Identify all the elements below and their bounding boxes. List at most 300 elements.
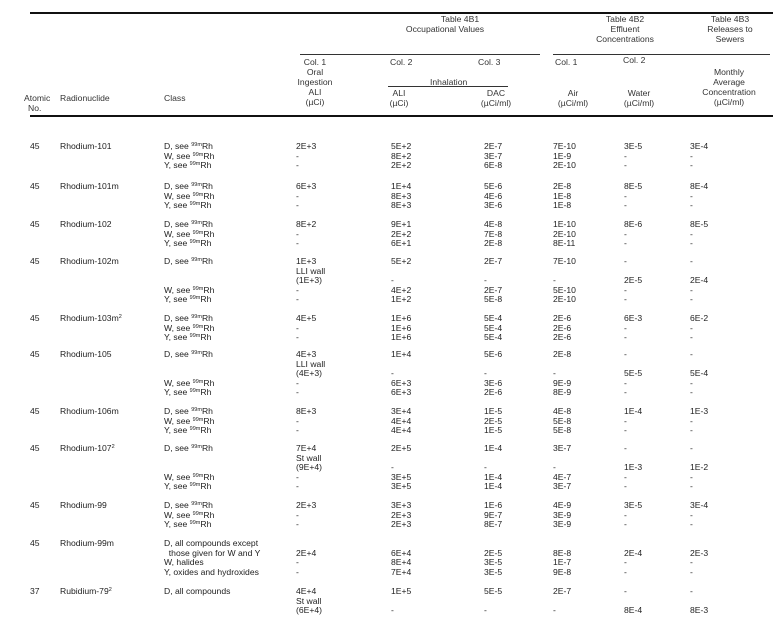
element-symbol: Rh <box>200 160 212 171</box>
isotope-mass-superscript: 99m <box>189 201 201 208</box>
header-table-4b1-subtitle: Occupational Values <box>405 24 485 34</box>
header-atomic-no <box>24 93 50 113</box>
table-4b3-rule <box>688 54 770 55</box>
class-line <box>164 191 214 201</box>
sewer-value: - <box>690 566 693 577</box>
isotope-mass-superscript: 99m <box>191 314 202 320</box>
oral-value: - <box>296 377 299 388</box>
dac-value: 9E-7 <box>484 509 503 520</box>
sewer-value: - <box>690 256 693 266</box>
isotope-mass-superscript: 99m <box>192 151 204 158</box>
class-text: W, see <box>164 415 193 426</box>
class-line <box>164 349 213 359</box>
inh-ali-value: 6E+3 <box>391 387 412 398</box>
dac-value: 3E-7 <box>484 150 503 161</box>
inh-ali-value: 7E+4 <box>391 566 412 577</box>
radionuclide-label: Rhodium-103m <box>60 313 119 323</box>
dac-value: 2E-5 <box>484 547 503 558</box>
header-atomic-no-line2: No. <box>28 103 42 113</box>
radionuclide-name <box>60 256 119 266</box>
oral-value: 4E+4 <box>296 586 317 596</box>
dac-value: 5E-4 <box>484 332 503 343</box>
oral-value: LLI wall <box>296 265 326 276</box>
dac-value: - <box>484 275 487 286</box>
class-text: D, see <box>164 219 192 229</box>
isotope-mass-superscript: 99m <box>191 350 202 356</box>
class-text: W, see <box>164 150 193 161</box>
class-text: D, see <box>164 349 192 359</box>
air-value: 4E-7 <box>553 471 572 482</box>
class-text: D, all compounds except <box>164 538 259 548</box>
water-value: - <box>624 387 627 398</box>
water-value: - <box>624 190 627 201</box>
inh-ali-value: 9E+1 <box>391 219 412 229</box>
air-value: 2E-8 <box>553 349 572 359</box>
header-b2-col1-sub <box>552 88 594 108</box>
inh-ali-value: 8E+4 <box>391 557 412 568</box>
oral-value: LLI wall <box>296 358 326 369</box>
header-b3-monthly: Monthly <box>713 67 745 77</box>
inh-ali-value: 3E+3 <box>391 500 412 510</box>
dac-value: 4E-8 <box>484 219 503 229</box>
header-b1-col3: Col. 3 <box>478 57 501 67</box>
air-value: 5E-10 <box>553 284 576 295</box>
air-value: - <box>553 368 556 379</box>
header-b1-col2: Col. 2 <box>390 57 413 67</box>
header-b3-unit: (µCi/ml) <box>713 97 745 107</box>
dac-value: 5E-4 <box>484 322 503 333</box>
radionuclide-name <box>60 500 107 510</box>
class-line <box>164 160 211 170</box>
inh-ali-value: 1E+2 <box>391 294 412 305</box>
sewer-value: - <box>690 586 693 596</box>
isotope-mass-superscript: 99m <box>192 378 204 385</box>
water-value: 8E-4 <box>624 605 643 616</box>
header-radionuclide: Radionuclide <box>60 93 110 103</box>
sewer-value: 1E-2 <box>690 462 709 473</box>
radionuclide-label: Rhodium-99 <box>60 500 107 510</box>
header-table-4b2-title: Table 4B2 <box>605 14 645 24</box>
air-value: 2E-6 <box>553 332 572 343</box>
oral-value: - <box>296 415 299 426</box>
element-symbol: Rh <box>200 519 212 530</box>
inh-ali-value: 2E+2 <box>391 160 412 171</box>
air-value: 1E-8 <box>553 190 572 201</box>
oral-value: - <box>296 238 299 249</box>
element-symbol: Rh <box>200 387 212 398</box>
dac-value: 1E-5 <box>484 425 503 436</box>
sewer-value: 5E-4 <box>690 368 709 379</box>
class-text: D, see <box>164 443 192 453</box>
water-value: - <box>624 519 627 530</box>
air-value: 8E-11 <box>553 238 576 249</box>
inh-ali-value: 3E+5 <box>391 471 412 482</box>
header-inhalation: Inhalation <box>430 77 468 87</box>
sewer-value: - <box>690 150 693 161</box>
inh-ali-value: - <box>391 605 394 616</box>
oral-value: (1E+3) <box>296 275 323 286</box>
oral-value: - <box>296 425 299 436</box>
oral-value: 2E+3 <box>296 141 317 151</box>
dac-value: - <box>484 605 487 616</box>
dac-value: 1E-4 <box>484 471 503 482</box>
sewer-value: - <box>690 332 693 343</box>
header-table-4b3-line3: Sewers <box>715 34 745 44</box>
radionuclide-label: Rhodium-106m <box>60 406 119 416</box>
water-value: 3E-5 <box>624 141 643 151</box>
air-value: 3E-7 <box>553 443 572 453</box>
oral-value: - <box>296 294 299 305</box>
oral-value: - <box>296 566 299 577</box>
isotope-mass-superscript: 99m <box>192 191 204 198</box>
dac-value: 5E-6 <box>484 181 503 191</box>
water-value: - <box>624 256 627 266</box>
air-value: 7E-10 <box>553 256 576 266</box>
header-table-4b3 <box>695 14 765 44</box>
radionuclide-name <box>60 443 115 453</box>
water-value: - <box>624 294 627 305</box>
inh-ali-value: 2E+2 <box>391 228 412 239</box>
water-value: - <box>624 557 627 568</box>
atomic-number: 45 <box>30 313 40 323</box>
element-symbol: Rh <box>203 377 215 388</box>
water-value: 8E-5 <box>624 181 643 191</box>
class-line <box>164 200 211 210</box>
radionuclide-label: Rhodium-99m <box>60 538 114 548</box>
header-b3-average: Average <box>713 77 745 87</box>
class-line <box>164 472 214 482</box>
inh-ali-value: 3E+4 <box>391 406 412 416</box>
class-text: Y, see <box>164 200 190 211</box>
water-value: 5E-5 <box>624 368 643 379</box>
isotope-mass-superscript: 99m <box>189 239 201 246</box>
air-value: 3E-7 <box>553 481 572 492</box>
header-b2-water: Water <box>627 88 651 98</box>
element-symbol: Rh <box>200 200 212 211</box>
inh-ali-value: 8E+2 <box>391 150 412 161</box>
radionuclide-label: Rhodium-101 <box>60 141 112 151</box>
oral-value: 1E+3 <box>296 256 317 266</box>
air-value: 1E-9 <box>553 150 572 161</box>
sewer-value: - <box>690 425 693 436</box>
class-text: D, see <box>164 500 192 510</box>
element-symbol: Rh <box>201 443 213 453</box>
header-b3-sub <box>688 67 770 107</box>
class-text: D, see <box>164 406 192 416</box>
oral-value: - <box>296 557 299 568</box>
sewer-value: - <box>690 284 693 295</box>
class-line <box>164 285 214 295</box>
class-text: D, see <box>164 313 192 323</box>
header-b1-col3-unit: (µCi/ml) <box>480 98 512 108</box>
header-b2-air: Air <box>567 88 579 98</box>
element-symbol: Rh <box>200 238 212 249</box>
oral-value: 2E+4 <box>296 547 317 558</box>
element-symbol: Rh <box>201 141 213 151</box>
sewer-value: - <box>690 377 693 388</box>
water-value: - <box>624 425 627 436</box>
isotope-mass-superscript: 99m <box>191 182 202 188</box>
water-value: - <box>624 415 627 426</box>
dac-value: 5E-6 <box>484 349 503 359</box>
class-line <box>164 219 213 229</box>
class-line <box>164 313 213 323</box>
header-class: Class <box>164 93 186 103</box>
class-text: W, see <box>164 377 193 388</box>
air-value: 2E-10 <box>553 160 576 171</box>
inh-ali-value: 1E+4 <box>391 181 412 191</box>
class-line <box>164 538 258 548</box>
header-b3-concentration: Concentration <box>702 87 756 97</box>
air-value: 3E-9 <box>553 519 572 530</box>
oral-value: 8E+2 <box>296 219 317 229</box>
oral-value: - <box>296 509 299 520</box>
atomic-number: 45 <box>30 406 40 416</box>
air-value: 3E-9 <box>553 509 572 520</box>
isotope-mass-superscript: 99m <box>189 520 201 527</box>
header-b2-col2: Col. 2 <box>623 55 646 65</box>
sewer-value: 6E-2 <box>690 313 709 323</box>
class-text: those given for W and Y <box>164 547 261 558</box>
isotope-mass-superscript: 99m <box>191 257 202 263</box>
oral-value: - <box>296 332 299 343</box>
element-symbol: Rh <box>201 256 213 266</box>
class-text: W, see <box>164 228 193 239</box>
sewer-value: - <box>690 519 693 530</box>
element-symbol: Rh <box>201 219 213 229</box>
water-value: - <box>624 150 627 161</box>
element-symbol: Rh <box>200 332 212 343</box>
footnote-marker: 2 <box>111 444 115 450</box>
inh-ali-value: 4E+4 <box>391 425 412 436</box>
class-line <box>164 406 213 416</box>
oral-value: 4E+3 <box>296 349 317 359</box>
oral-value: - <box>296 284 299 295</box>
inh-ali-value: 4E+2 <box>391 284 412 295</box>
oral-value: (4E+3) <box>296 368 323 379</box>
sewer-value: - <box>690 557 693 568</box>
sewer-value: 2E-4 <box>690 275 709 286</box>
header-b2-col2-sub <box>618 88 660 108</box>
water-value: - <box>624 284 627 295</box>
header-table-4b1-title: Table 4B1 <box>440 14 480 24</box>
inh-ali-value: 5E+2 <box>391 141 412 151</box>
class-line <box>164 238 211 248</box>
atomic-number: 45 <box>30 500 40 510</box>
water-value: - <box>624 228 627 239</box>
class-text: W, halides <box>164 557 204 568</box>
air-value: 2E-7 <box>553 586 572 596</box>
oral-value: - <box>296 387 299 398</box>
isotope-mass-superscript: 99m <box>191 501 202 507</box>
isotope-mass-superscript: 99m <box>189 426 201 433</box>
oral-value: - <box>296 471 299 482</box>
radionuclide-name <box>60 586 112 596</box>
inh-ali-value: 6E+3 <box>391 377 412 388</box>
water-value: - <box>624 471 627 482</box>
element-symbol: Rh <box>203 150 215 161</box>
water-value: - <box>624 566 627 577</box>
water-value: - <box>624 322 627 333</box>
header-table-4b2-line3: Concentrations <box>596 34 654 44</box>
isotope-mass-superscript: 99m <box>192 510 204 517</box>
class-text: Y, oxides and hydroxides <box>164 566 259 577</box>
radionuclide-name <box>60 181 119 191</box>
dac-value: 1E-4 <box>484 443 503 453</box>
dac-value: 6E-8 <box>484 160 503 171</box>
isotope-mass-superscript: 99m <box>191 444 202 450</box>
class-text: D, all compounds <box>164 586 231 596</box>
class-text: Y, see <box>164 481 190 492</box>
atomic-number: 45 <box>30 141 40 151</box>
air-value: 5E-8 <box>553 415 572 426</box>
sewer-value: 3E-4 <box>690 500 709 510</box>
radionuclide-label: Rhodium-101m <box>60 181 119 191</box>
element-symbol: Rh <box>201 500 213 510</box>
atomic-number: 45 <box>30 443 40 453</box>
air-value: 2E-6 <box>553 322 572 333</box>
class-text: Y, see <box>164 238 190 249</box>
isotope-mass-superscript: 99m <box>192 416 204 423</box>
isotope-mass-superscript: 99m <box>189 333 201 340</box>
oral-value: - <box>296 228 299 239</box>
radionuclide-name <box>60 538 114 548</box>
class-line <box>164 500 213 510</box>
inh-ali-value: 8E+3 <box>391 190 412 201</box>
footnote-marker: 2 <box>118 314 122 320</box>
class-text: W, see <box>164 322 193 333</box>
class-line <box>164 387 211 397</box>
sewer-value: 8E-5 <box>690 219 709 229</box>
table-4b2-rule <box>553 54 691 55</box>
class-text: Y, see <box>164 425 190 436</box>
header-atomic-no-line1: Atomic <box>24 93 51 103</box>
dac-value: 7E-8 <box>484 228 503 239</box>
inh-ali-value: 2E+3 <box>391 519 412 530</box>
dac-value: 1E-6 <box>484 500 503 510</box>
inh-ali-value: 1E+6 <box>391 332 412 343</box>
isotope-mass-superscript: 99m <box>189 482 201 489</box>
class-line <box>164 510 214 520</box>
dac-value: 2E-5 <box>484 415 503 426</box>
inh-ali-value: 1E+6 <box>391 322 412 333</box>
dac-value: 3E-5 <box>484 566 503 577</box>
isotope-mass-superscript: 99m <box>191 142 202 148</box>
inh-ali-value: 2E+5 <box>391 443 412 453</box>
sewer-value: - <box>690 481 693 492</box>
class-line <box>164 481 211 491</box>
radionuclide-label: Rhodium-102m <box>60 256 119 266</box>
water-value: 1E-3 <box>624 462 643 473</box>
inh-ali-value: 3E+5 <box>391 481 412 492</box>
air-value: 5E-8 <box>553 425 572 436</box>
oral-value: - <box>296 200 299 211</box>
water-value: 1E-4 <box>624 406 643 416</box>
oral-value: - <box>296 322 299 333</box>
class-line <box>164 548 260 558</box>
element-symbol: Rh <box>203 322 215 333</box>
element-symbol: Rh <box>200 425 212 436</box>
water-value: - <box>624 160 627 171</box>
inh-ali-value: 6E+4 <box>391 547 412 558</box>
class-line <box>164 519 211 529</box>
class-line <box>164 151 214 161</box>
dac-value: 1E-4 <box>484 481 503 492</box>
radionuclide-name <box>60 141 112 151</box>
isotope-mass-superscript: 99m <box>192 229 204 236</box>
oral-value: - <box>296 160 299 171</box>
class-line <box>164 586 230 596</box>
water-value: 2E-5 <box>624 275 643 286</box>
sewer-value: - <box>690 509 693 520</box>
water-value: 3E-5 <box>624 500 643 510</box>
header-b1-col2-sub <box>387 88 411 108</box>
isotope-mass-superscript: 99m <box>189 161 201 168</box>
atomic-number: 45 <box>30 349 40 359</box>
radionuclide-name <box>60 406 119 416</box>
class-text: D, see <box>164 141 192 151</box>
water-value: 6E-3 <box>624 313 643 323</box>
atomic-number: 45 <box>30 538 40 548</box>
sewer-value: - <box>690 415 693 426</box>
oral-value: 6E+3 <box>296 181 317 191</box>
header-b1-col3-sub <box>475 88 517 108</box>
air-value: - <box>553 462 556 473</box>
header-table-4b3-title: Table 4B3 <box>710 14 750 24</box>
class-text: W, see <box>164 190 193 201</box>
class-text: Y, see <box>164 294 190 305</box>
dac-value: 4E-6 <box>484 190 503 201</box>
class-line <box>164 557 204 567</box>
radionuclide-label: Rhodium-102 <box>60 219 112 229</box>
oral-value: - <box>296 190 299 201</box>
header-b2-air-unit: (µCi/ml) <box>557 98 589 108</box>
element-symbol: Rh <box>203 190 215 201</box>
sewer-value: - <box>690 349 693 359</box>
inh-ali-value: 1E+5 <box>391 586 412 596</box>
air-value: 2E-10 <box>553 228 576 239</box>
atomic-number: 37 <box>30 586 40 596</box>
isotope-mass-superscript: 99m <box>191 220 202 226</box>
water-value: - <box>624 481 627 492</box>
class-line <box>164 378 214 388</box>
class-text: W, see <box>164 471 193 482</box>
radionuclide-label: Rubidium-79 <box>60 586 109 596</box>
atomic-number: 45 <box>30 219 40 229</box>
water-value: 8E-6 <box>624 219 643 229</box>
sewer-value: 2E-3 <box>690 547 709 558</box>
air-value: 8E-8 <box>553 547 572 558</box>
air-value: 1E-7 <box>553 557 572 568</box>
class-text: Y, see <box>164 387 190 398</box>
header-table-4b2-line2: Effluent <box>610 24 640 34</box>
header-b1-col1-unit: (µCi) <box>305 97 325 107</box>
isotope-mass-superscript: 99m <box>192 472 204 479</box>
dac-value: 2E-7 <box>484 256 503 266</box>
isotope-mass-superscript: 99m <box>189 295 201 302</box>
class-line <box>164 425 211 435</box>
class-text: Y, see <box>164 519 190 530</box>
class-text: W, see <box>164 284 193 295</box>
air-value: 1E-8 <box>553 200 572 211</box>
inh-ali-value: 4E+4 <box>391 415 412 426</box>
class-line <box>164 567 259 577</box>
inh-ali-value: 6E+1 <box>391 238 412 249</box>
oral-value: (6E+4) <box>296 605 323 616</box>
inh-ali-value: 5E+2 <box>391 256 412 266</box>
oral-value: - <box>296 481 299 492</box>
air-value: 4E-9 <box>553 500 572 510</box>
